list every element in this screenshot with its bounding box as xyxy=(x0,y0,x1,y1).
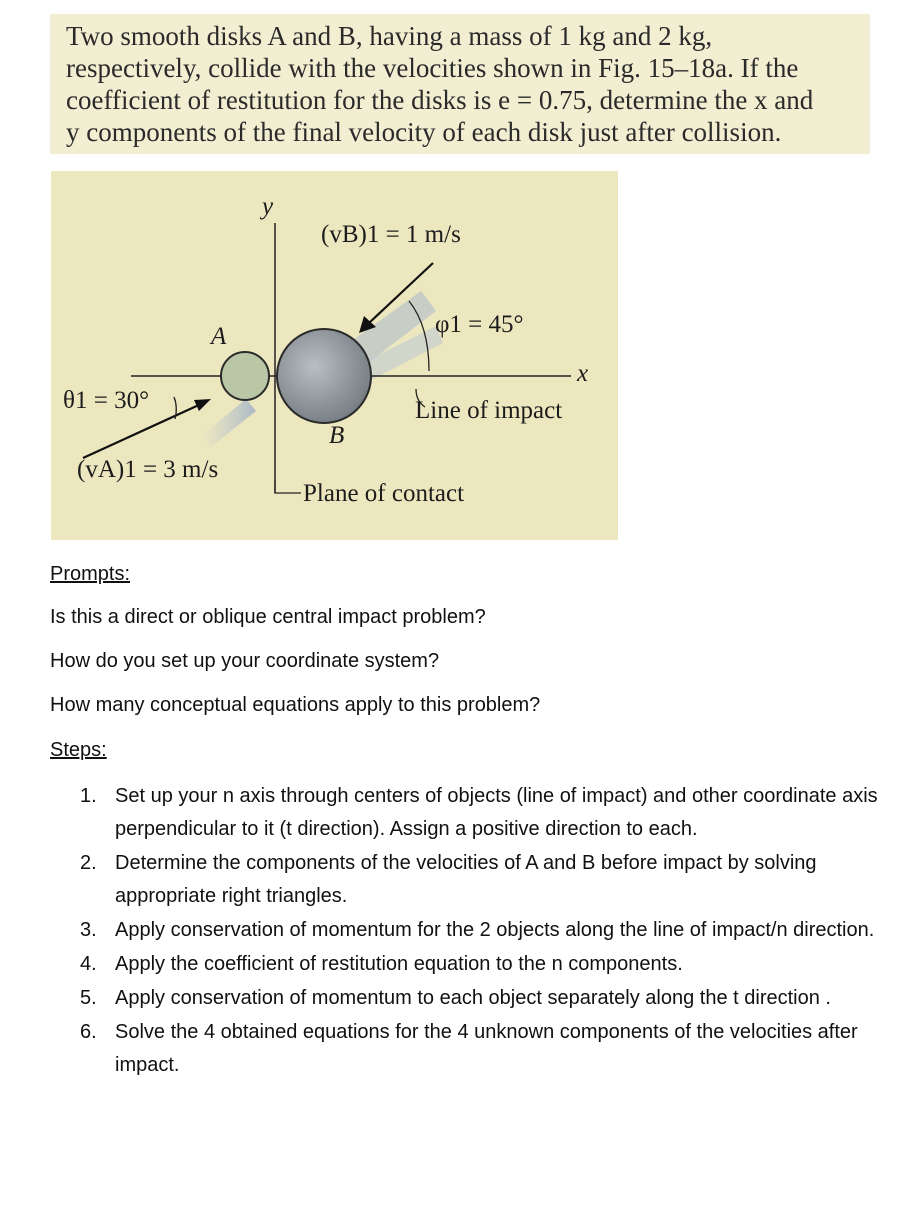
step-item xyxy=(80,847,880,913)
plane-of-contact-label: Plane of contact xyxy=(303,480,465,507)
problem-statement xyxy=(50,14,870,154)
disk-b-label: B xyxy=(329,422,345,449)
y-axis-label: y xyxy=(262,193,274,220)
step-number: 2. xyxy=(80,852,97,874)
plane-of-contact-line xyxy=(275,481,301,493)
disk-b xyxy=(277,329,371,423)
prompt-item: How many conceptual equations apply to this problem? xyxy=(50,694,541,716)
problem-line: Two smooth disks A and B, having a mass of 1 kg and 2 kg, xyxy=(66,21,713,51)
velocity-b-label: (vB)1 = 1 m/s xyxy=(321,221,461,248)
step-text: Apply the coefficient of restitution equation to the n components. xyxy=(115,953,683,975)
collision-figure xyxy=(51,171,618,540)
step-text: Solve the 4 obtained equations for the 4 unknown components of the velocities after impact. xyxy=(115,1021,858,1076)
step-number: 5. xyxy=(80,987,97,1009)
step-item xyxy=(80,982,880,1015)
step-number: 3. xyxy=(80,919,97,941)
step-text: Apply conservation of momentum for the 2 objects along the line of impact/n direction. xyxy=(115,919,875,941)
x-axis-label: x xyxy=(577,360,589,387)
steps-list xyxy=(80,780,880,1083)
problem-line: y components of the final velocity of each disk just after collision. xyxy=(66,117,782,147)
line-of-impact-label: Line of impact xyxy=(415,397,563,424)
disk-a-label: A xyxy=(211,323,227,350)
velocity-a-arrowhead xyxy=(194,399,211,411)
step-number: 6. xyxy=(80,1021,97,1043)
prompts-heading: Prompts: xyxy=(50,563,131,585)
steps-heading: Steps: xyxy=(50,739,107,761)
disk-a xyxy=(221,352,269,400)
step-item xyxy=(80,914,880,947)
step-item xyxy=(80,948,880,981)
step-item xyxy=(80,780,880,846)
velocity-a-label: (vA)1 = 3 m/s xyxy=(77,456,219,483)
step-text: Apply conservation of momentum to each object separately along the t direction . xyxy=(115,987,831,1009)
step-text: Determine the components of the velocities of A and B before impact by solving appropriate right triangles. xyxy=(115,852,817,907)
step-number: 4. xyxy=(80,953,97,975)
phi-label: φ1 = 45° xyxy=(435,311,524,338)
step-item xyxy=(80,1016,880,1082)
problem-line: respectively, collide with the velocities shown in Fig. 15–18a. If the xyxy=(66,53,799,83)
step-number: 1. xyxy=(80,785,97,807)
prompt-item: Is this a direct or oblique central impact problem? xyxy=(50,606,486,628)
step-text: Set up your n axis through centers of objects (line of impact) and other coordinate axis perpendicular to it (t direction). Assign a positive direction to each. xyxy=(115,785,878,840)
theta-label: θ1 = 30° xyxy=(63,387,150,414)
problem-line: coefficient of restitution for the disks is e = 0.75, determine the x and xyxy=(66,85,814,115)
prompt-item: How do you set up your coordinate system? xyxy=(50,650,440,672)
